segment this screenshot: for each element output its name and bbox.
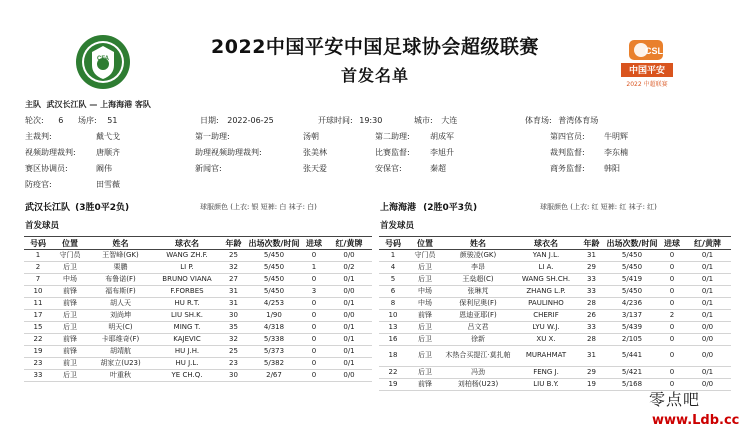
official-label: 比赛监督:	[375, 148, 410, 157]
home-roster-table	[24, 236, 372, 382]
watermark-url: www.Ldb.cc	[652, 413, 740, 428]
table-row	[24, 262, 372, 274]
home-table-cell: 后卫	[52, 310, 88, 322]
home-table-cell: MING T.	[153, 322, 221, 334]
home-table-cell: 0	[302, 298, 326, 310]
away-table-cell: 颜骏凌(GK)	[443, 250, 513, 262]
official-name: 李旭升	[430, 148, 454, 157]
away-table-cell: 后卫	[407, 334, 443, 346]
home-table-header-cell: 姓名	[88, 237, 153, 250]
home-team-record: (3胜0平2负)	[75, 203, 130, 213]
home-table-cell: YE CH.Q.	[153, 370, 221, 382]
home-table-cell: 0	[302, 346, 326, 358]
away-table-cell: 1	[379, 250, 407, 262]
home-table-cell: 31	[221, 298, 246, 310]
home-starters-label: 首发球员	[25, 221, 60, 231]
home-table-cell: 1/90	[246, 310, 302, 322]
home-table-header-cell: 位置	[52, 237, 88, 250]
home-table-cell: 0/0	[326, 286, 372, 298]
home-table-cell: 25	[221, 346, 246, 358]
stadium-value: 普湾体育场	[558, 116, 599, 125]
lineup-title: 首发名单	[340, 66, 409, 85]
table-row	[379, 250, 731, 262]
away-table-cell: 0	[660, 262, 684, 274]
away-table-cell: 0/0	[684, 379, 731, 391]
away-table-cell: 0/0	[684, 346, 731, 367]
official-name: 胡成军	[430, 132, 454, 141]
away-table-cell: 5/421	[604, 367, 660, 379]
away-table-cell: 0	[660, 367, 684, 379]
away-table-cell: 0	[660, 250, 684, 262]
home-table-cell: 7	[24, 274, 52, 286]
away-table-cell: 0	[660, 346, 684, 367]
away-table-header-cell: 姓名	[443, 237, 513, 250]
away-table-cell: 26	[579, 310, 604, 322]
home-team-heading	[25, 200, 129, 213]
official-label: 商务监督:	[550, 164, 585, 173]
away-table-cell: WANG SH.CH.	[513, 274, 579, 286]
home-table-cell: 5/338	[246, 334, 302, 346]
home-table-cell: 0/0	[326, 310, 372, 322]
away-table-header-cell: 号码	[379, 237, 407, 250]
home-table-header-cell: 出场次数/时间	[246, 237, 302, 250]
home-table-cell: HU J.H.	[153, 346, 221, 358]
away-table-cell: 5/441	[604, 346, 660, 367]
official-label: 视频助理裁判:	[25, 148, 76, 157]
home-table-header-cell: 年龄	[221, 237, 246, 250]
home-table-cell: 栗鹏	[88, 262, 153, 274]
watermark-text: 零点吧	[649, 390, 701, 409]
home-table-cell: 叶重秋	[88, 370, 153, 382]
away-table-cell: LIU B.Y.	[513, 379, 579, 391]
city-label: 城市:	[414, 116, 433, 125]
date-value: 2022-06-25	[227, 116, 274, 125]
official-name: 阚伟	[96, 164, 112, 173]
city-info	[414, 115, 457, 126]
home-table-cell: 0	[302, 358, 326, 370]
away-table-cell: 19	[379, 379, 407, 391]
home-table-cell: 中场	[52, 274, 88, 286]
away-table-cell: 0/1	[684, 367, 731, 379]
home-table-cell: 卡耶维奇(F)	[88, 334, 153, 346]
away-table-cell: 后卫	[407, 367, 443, 379]
home-table-cell: 5/373	[246, 346, 302, 358]
date-info	[200, 115, 274, 126]
home-table-cell: LIU SH.K.	[153, 310, 221, 322]
field-value: 51	[107, 116, 118, 125]
home-table-cell: 0/1	[326, 298, 372, 310]
official-name: 李东楠	[604, 148, 628, 157]
table-row	[24, 310, 372, 322]
away-table-cell: 29	[579, 262, 604, 274]
home-table-cell: 前锋	[52, 346, 88, 358]
away-team-record: (2胜0平3负)	[423, 203, 478, 213]
home-table-cell: 前锋	[52, 334, 88, 346]
table-row	[379, 286, 731, 298]
official-label: 安保官:	[375, 164, 402, 173]
city-value: 大连	[441, 116, 458, 125]
away-table-cell: 0/0	[684, 334, 731, 346]
away-table-header-cell: 出场次数/时间	[604, 237, 660, 250]
home-table-cell: 10	[24, 286, 52, 298]
away-table-cell: 3/137	[604, 310, 660, 322]
away-table-cell: 6	[379, 286, 407, 298]
home-table-cell: 27	[221, 274, 246, 286]
official-label: 防疫官:	[25, 180, 52, 189]
away-table-cell: 后卫	[407, 274, 443, 286]
home-table-cell: 0/0	[326, 250, 372, 262]
home-table-cell: 3	[302, 286, 326, 298]
home-table-cell: LI P.	[153, 262, 221, 274]
away-table-cell: 33	[579, 274, 604, 286]
home-table-cell: 0	[302, 274, 326, 286]
official-label: 赛区协调员:	[25, 164, 68, 173]
csl-logo-sponsor: 中国平安	[628, 66, 666, 76]
away-table-cell: 中场	[407, 286, 443, 298]
home-label: 主队	[25, 100, 41, 109]
away-table-cell: 33	[579, 322, 604, 334]
home-table-cell: 0	[302, 310, 326, 322]
round-value: 6	[58, 116, 64, 125]
kickoff-value: 19:30	[359, 116, 383, 125]
official-name: 张天爱	[303, 164, 327, 173]
home-away-row	[25, 99, 151, 110]
home-table-header-cell: 球衣名	[153, 237, 221, 250]
away-table-cell: 5/450	[604, 262, 660, 274]
away-table-header-cell: 红/黄牌	[684, 237, 731, 250]
round-label: 轮次:	[25, 116, 44, 125]
home-table-cell: 35	[221, 322, 246, 334]
away-table-cell: 18	[379, 346, 407, 367]
official-name: 汤朝	[303, 132, 319, 141]
away-table-cell: 0	[660, 274, 684, 286]
away-table-cell: 李昂	[443, 262, 513, 274]
home-table-cell: 23	[221, 358, 246, 370]
home-table-cell: 33	[24, 370, 52, 382]
away-table-cell: 0	[660, 379, 684, 391]
table-row	[24, 370, 372, 382]
official-name: 田雪薇	[96, 180, 120, 189]
home-table-cell: 25	[221, 250, 246, 262]
table-row	[24, 334, 372, 346]
away-table-cell: 0/1	[684, 298, 731, 310]
kickoff-info	[318, 115, 382, 126]
field-info	[78, 115, 117, 126]
away-team-heading	[380, 200, 477, 213]
home-table-cell: 0/1	[326, 322, 372, 334]
home-table-cell: 31	[221, 286, 246, 298]
home-table-cell: BRUNO VIANA	[153, 274, 221, 286]
away-table-cell: 4	[379, 262, 407, 274]
away-table-header-cell: 进球	[660, 237, 684, 250]
table-row	[24, 322, 372, 334]
away-table-cell: 后卫	[407, 322, 443, 334]
home-team-name: 武汉长江队	[25, 203, 71, 213]
away-kit-colors: 球服颜色 (上衣: 红 短裤: 红 袜子: 红)	[540, 203, 657, 211]
away-table-cell: 张琳芃	[443, 286, 513, 298]
home-table-cell: 刘尚坤	[88, 310, 153, 322]
away-table-cell: 0	[660, 334, 684, 346]
official-label: 新闻官:	[195, 164, 222, 173]
home-table-cell: 后卫	[52, 262, 88, 274]
official-name: 戴弋戈	[96, 132, 120, 141]
home-table-cell: 守门员	[52, 250, 88, 262]
away-table-cell: LYU W.J.	[513, 322, 579, 334]
away-table-cell: 5/168	[604, 379, 660, 391]
home-table-cell: WANG ZH.F.	[153, 250, 221, 262]
table-row	[379, 346, 731, 367]
away-table-cell: 0	[660, 322, 684, 334]
home-table-cell: 0/1	[326, 334, 372, 346]
away-table-cell: 中场	[407, 298, 443, 310]
home-table-cell: 32	[221, 262, 246, 274]
home-table-cell: 17	[24, 310, 52, 322]
away-table-cell: 28	[579, 298, 604, 310]
away-table-cell: 28	[579, 334, 604, 346]
table-row	[379, 322, 731, 334]
home-table-cell: 5/450	[246, 262, 302, 274]
home-table-cell: 15	[24, 322, 52, 334]
home-table-cell: 2	[24, 262, 52, 274]
home-table-cell: 前锋	[52, 286, 88, 298]
home-table-cell: 0	[302, 322, 326, 334]
away-table-cell: 10	[379, 310, 407, 322]
official-label: 主裁判:	[25, 132, 52, 141]
away-table-cell: 4/236	[604, 298, 660, 310]
home-kit-colors: 球服颜色 (上衣: 银 短裤: 白 袜子: 白)	[200, 203, 317, 211]
away-team-name: 上海海港	[380, 203, 417, 213]
table-row	[24, 250, 372, 262]
home-table-cell: 23	[24, 358, 52, 370]
away-table-cell: 前锋	[407, 310, 443, 322]
away-table-cell: 29	[579, 367, 604, 379]
away-table-cell: FENG J.	[513, 367, 579, 379]
table-row	[379, 310, 731, 322]
away-table-cell: 徐新	[443, 334, 513, 346]
home-table-cell: 0	[302, 370, 326, 382]
csl-logo-year: 2022 中超联赛	[626, 81, 668, 88]
official-name: 张美林	[303, 148, 327, 157]
official-name: 秦超	[430, 164, 446, 173]
table-row	[379, 274, 731, 286]
official-name: 唐顺齐	[96, 148, 120, 157]
away-table-cell: 吕文君	[443, 322, 513, 334]
away-table-header-cell: 年龄	[579, 237, 604, 250]
away-table-header-cell: 球衣名	[513, 237, 579, 250]
home-table-header-cell: 号码	[24, 237, 52, 250]
home-table-cell: 5/450	[246, 286, 302, 298]
home-table-header-row	[24, 237, 372, 250]
home-table-cell: 胡人天	[88, 298, 153, 310]
away-table-cell: 0	[660, 286, 684, 298]
away-table-cell: YAN J.L.	[513, 250, 579, 262]
table-row	[379, 298, 731, 310]
away-table-cell: 8	[379, 298, 407, 310]
away-table-cell: 19	[579, 379, 604, 391]
home-table-cell: 1	[302, 262, 326, 274]
away-table-cell: 5/450	[604, 250, 660, 262]
round-info	[25, 115, 63, 126]
cfa-logo-text: CFA	[97, 56, 109, 62]
away-table-cell: 0	[660, 298, 684, 310]
away-table-cell: 22	[379, 367, 407, 379]
away-table-cell: 0/1	[684, 274, 731, 286]
away-table-cell: 后卫	[407, 262, 443, 274]
away-table-cell: 保利尼奥(F)	[443, 298, 513, 310]
away-table-cell: 16	[379, 334, 407, 346]
kickoff-label: 开球时间:	[318, 116, 353, 125]
away-table-cell: 冯劲	[443, 367, 513, 379]
away-table-cell: 5/450	[604, 286, 660, 298]
away-table-cell: 33	[579, 286, 604, 298]
league-title: 2022中国平安中国足球协会超级联赛	[211, 36, 539, 58]
home-table-cell: 22	[24, 334, 52, 346]
away-table-cell: LI A.	[513, 262, 579, 274]
away-table-cell: 5/419	[604, 274, 660, 286]
table-row	[24, 298, 372, 310]
away-table-cell: 31	[579, 250, 604, 262]
official-name: 韩阳	[604, 164, 620, 173]
away-table-cell: 2	[660, 310, 684, 322]
home-table-cell: 胡家立(U23)	[88, 358, 153, 370]
away-table-header-row	[379, 237, 731, 250]
away-table-cell: 0/0	[684, 322, 731, 334]
away-table-cell: 前锋	[407, 379, 443, 391]
home-table-cell: 30	[221, 310, 246, 322]
away-table-cell: MURAHMAT	[513, 346, 579, 367]
csl-logo-text: CSL	[645, 46, 663, 56]
home-table-cell: 0/1	[326, 358, 372, 370]
home-table-cell: 福布斯(F)	[88, 286, 153, 298]
official-name: 牛明辉	[604, 132, 628, 141]
home-table-cell: 0/2	[326, 262, 372, 274]
home-table-cell: HU R.T.	[153, 298, 221, 310]
home-table-cell: 1	[24, 250, 52, 262]
away-table-cell: 5/439	[604, 322, 660, 334]
away-table-cell: 0/1	[684, 310, 731, 322]
home-table-cell: KAJEVIC	[153, 334, 221, 346]
away-table-cell: 31	[579, 346, 604, 367]
home-table-cell: 前锋	[52, 298, 88, 310]
home-table-cell: 后卫	[52, 370, 88, 382]
away-table-cell: 后卫	[407, 346, 443, 367]
home-table-cell: 19	[24, 346, 52, 358]
away-table-cell: 0/1	[684, 286, 731, 298]
away-table-cell: CHERIF	[513, 310, 579, 322]
away-table-cell: 守门员	[407, 250, 443, 262]
home-table-cell: F.FORBES	[153, 286, 221, 298]
home-table-cell: 胡靖航	[88, 346, 153, 358]
table-row	[379, 367, 731, 379]
home-table-cell: 0/1	[326, 346, 372, 358]
home-table-header-cell: 进球	[302, 237, 326, 250]
away-table-cell: PAULINHO	[513, 298, 579, 310]
home-table-cell: 5/450	[246, 250, 302, 262]
home-table-cell: 5/382	[246, 358, 302, 370]
home-table-cell: HU J.L.	[153, 358, 221, 370]
away-table-cell: 5	[379, 274, 407, 286]
home-table-cell: 前卫	[52, 358, 88, 370]
table-row	[24, 286, 372, 298]
table-row	[24, 346, 372, 358]
home-table-cell: 4/253	[246, 298, 302, 310]
away-table-cell: 木热合买提江·莫扎帕	[443, 346, 513, 367]
away-starters-label: 首发球员	[380, 221, 415, 231]
home-table-cell: 后卫	[52, 322, 88, 334]
home-away-value: 武汉长江队 — 上海海港 客队	[46, 100, 151, 109]
away-table-cell: 刘柏杨(U23)	[443, 379, 513, 391]
away-table-cell: 恩迪亚耶(F)	[443, 310, 513, 322]
stadium-info	[525, 115, 598, 126]
official-label: 第二助理:	[375, 132, 410, 141]
home-table-cell: 32	[221, 334, 246, 346]
stadium-label: 体育场:	[525, 116, 552, 125]
away-table-cell: 2/105	[604, 334, 660, 346]
away-table-cell: 0/1	[684, 262, 731, 274]
table-row	[379, 334, 731, 346]
official-label: 裁判监督:	[550, 148, 585, 157]
home-table-cell: 0	[302, 250, 326, 262]
away-table-cell: ZHANG L.P.	[513, 286, 579, 298]
home-table-cell: 0/1	[326, 274, 372, 286]
table-row	[24, 358, 372, 370]
home-table-cell: 王智峰(GK)	[88, 250, 153, 262]
away-table-header-cell: 位置	[407, 237, 443, 250]
away-table-cell: 0/1	[684, 250, 731, 262]
away-roster-table	[379, 236, 731, 391]
home-table-cell: 布鲁诺(F)	[88, 274, 153, 286]
home-table-cell: 0	[302, 334, 326, 346]
date-label: 日期:	[200, 116, 219, 125]
official-label: 第一助理:	[195, 132, 230, 141]
home-table-cell: 30	[221, 370, 246, 382]
official-label: 助理视频助理裁判:	[195, 148, 262, 157]
away-table-cell: 13	[379, 322, 407, 334]
home-table-cell: 明天(C)	[88, 322, 153, 334]
home-table-header-cell: 红/黄牌	[326, 237, 372, 250]
home-table-cell: 5/450	[246, 274, 302, 286]
home-table-cell: 2/67	[246, 370, 302, 382]
home-table-cell: 11	[24, 298, 52, 310]
home-table-cell: 0/0	[326, 370, 372, 382]
table-row	[24, 274, 372, 286]
away-table-cell: 王燊超(C)	[443, 274, 513, 286]
field-label: 场序:	[78, 116, 97, 125]
away-table-cell: XU X.	[513, 334, 579, 346]
table-row	[379, 262, 731, 274]
home-table-cell: 4/318	[246, 322, 302, 334]
official-label: 第四官员:	[550, 132, 585, 141]
